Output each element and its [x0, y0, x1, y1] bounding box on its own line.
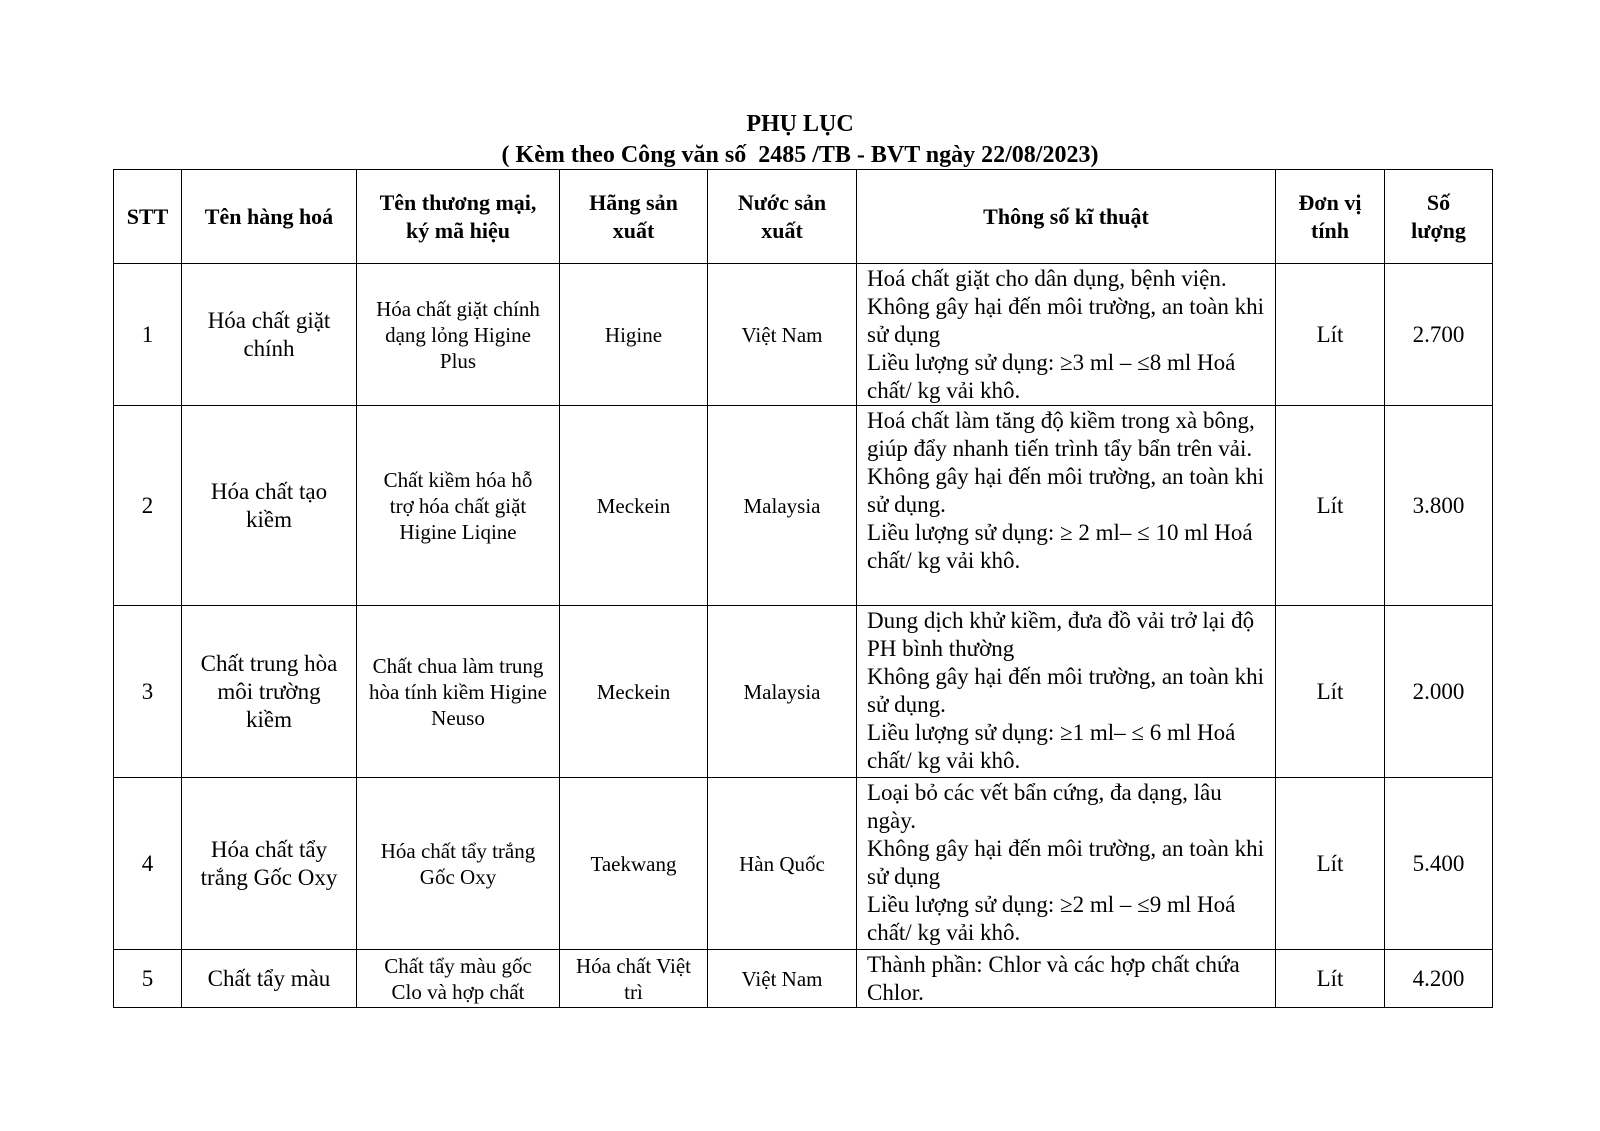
column-header: Tên hàng hoá	[182, 170, 357, 264]
spec-line: Liều lượng sử dụng: ≥1 ml– ≤ 6 ml Hoá chất/ kg vải khô.	[867, 720, 1236, 773]
row-manufacturer: Taekwang	[560, 778, 708, 950]
spec-line: Liều lượng sử dụng: ≥2 ml – ≤9 ml Hoá chất/ kg vải khô.	[867, 892, 1236, 945]
row-country: Việt Nam	[708, 264, 857, 406]
row-trade-name: Hóa chất giặt chính dạng lỏng Higine Plus	[357, 264, 560, 406]
row-quantity: 5.400	[1385, 778, 1493, 950]
row-unit: Lít	[1276, 264, 1385, 406]
table-row	[114, 264, 1493, 406]
table-row	[114, 778, 1493, 950]
spec-line: Loại bỏ các vết bẩn cứng, đa dạng, lâu ngày.	[867, 780, 1222, 833]
row-trade-name: Chất tẩy màu gốc Clo và hợp chất	[357, 950, 560, 1008]
row-product-name: Hóa chất tạo kiềm	[182, 406, 357, 606]
row-country: Hàn Quốc	[708, 778, 857, 950]
row-spec	[857, 778, 1276, 950]
row-stt: 3	[114, 606, 182, 778]
spec-line: Không gây hại đến môi trường, an toàn khi sử dụng.	[867, 664, 1265, 717]
spec-line: Liều lượng sử dụng: ≥ 2 ml– ≤ 10 ml Hoá chất/ kg vải khô.	[867, 520, 1253, 573]
spec-line: Liều lượng sử dụng: ≥3 ml – ≤8 ml Hoá chất/ kg vải khô.	[867, 350, 1236, 403]
row-unit: Lít	[1276, 406, 1385, 606]
spec-line: Dung dịch khử kiềm, đưa đồ vải trở lại độ PH bình thường	[867, 608, 1255, 661]
column-header: STT	[114, 170, 182, 264]
row-stt: 5	[114, 950, 182, 1008]
row-spec	[857, 406, 1276, 606]
column-header: Tên thương mại, ký mã hiệu	[357, 170, 560, 264]
document-subtitle: ( Kèm theo Công văn số 2485 /TB - BVT ngày 22/08/2023)	[501, 142, 1099, 168]
row-product-name: Chất trung hòa môi trường kiềm	[182, 606, 357, 778]
row-unit: Lít	[1276, 778, 1385, 950]
row-manufacturer: Meckein	[560, 406, 708, 606]
row-trade-name: Chất chua làm trung hòa tính kiềm Higine Neuso	[357, 606, 560, 778]
row-quantity: 4.200	[1385, 950, 1493, 1008]
row-quantity: 2.000	[1385, 606, 1493, 778]
spec-line: Hoá chất làm tăng độ kiềm trong xà bông, giúp đẩy nhanh tiến trình tẩy bẩn trên vải.	[867, 408, 1255, 461]
row-stt: 4	[114, 778, 182, 950]
row-spec	[857, 950, 1276, 1008]
row-country: Malaysia	[708, 606, 857, 778]
appendix-table	[113, 169, 1493, 1008]
row-quantity: 3.800	[1385, 406, 1493, 606]
row-stt: 2	[114, 406, 182, 606]
row-trade-name: Chất kiềm hóa hỗ trợ hóa chất giặt Higine Liqine	[357, 406, 560, 606]
document-title: PHỤ LỤC	[746, 111, 854, 137]
row-unit: Lít	[1276, 606, 1385, 778]
row-country: Malaysia	[708, 406, 857, 606]
row-spec	[857, 264, 1276, 406]
row-manufacturer: Higine	[560, 264, 708, 406]
table-row	[114, 950, 1493, 1008]
column-header: Thông số kĩ thuật	[857, 170, 1276, 264]
row-manufacturer: Hóa chất Việt trì	[560, 950, 708, 1008]
spec-line: Thành phần: Chlor và các hợp chất chứa Chlor.	[867, 952, 1240, 1005]
table-row	[114, 406, 1493, 606]
spec-line: Không gây hại đến môi trường, an toàn khi sử dụng.	[867, 464, 1265, 517]
spec-line: Hoá chất giặt cho dân dụng, bệnh viện.	[867, 266, 1227, 291]
row-unit: Lít	[1276, 950, 1385, 1008]
row-trade-name: Hóa chất tẩy trắng Gốc Oxy	[357, 778, 560, 950]
column-header: Hãng sản xuất	[560, 170, 708, 264]
row-country: Việt Nam	[708, 950, 857, 1008]
row-product-name: Chất tẩy màu	[182, 950, 357, 1008]
row-stt: 1	[114, 264, 182, 406]
column-header: Số lượng	[1385, 170, 1493, 264]
spec-line: Không gây hại đến môi trường, an toàn khi sử dụng	[867, 836, 1265, 889]
column-header: Nước sản xuất	[708, 170, 857, 264]
row-spec	[857, 606, 1276, 778]
table-header-row	[114, 170, 1493, 264]
row-product-name: Hóa chất giặt chính	[182, 264, 357, 406]
table-row	[114, 606, 1493, 778]
spec-line: Không gây hại đến môi trường, an toàn khi sử dụng	[867, 294, 1265, 347]
row-product-name: Hóa chất tẩy trắng Gốc Oxy	[182, 778, 357, 950]
row-quantity: 2.700	[1385, 264, 1493, 406]
column-header: Đơn vị tính	[1276, 170, 1385, 264]
row-manufacturer: Meckein	[560, 606, 708, 778]
